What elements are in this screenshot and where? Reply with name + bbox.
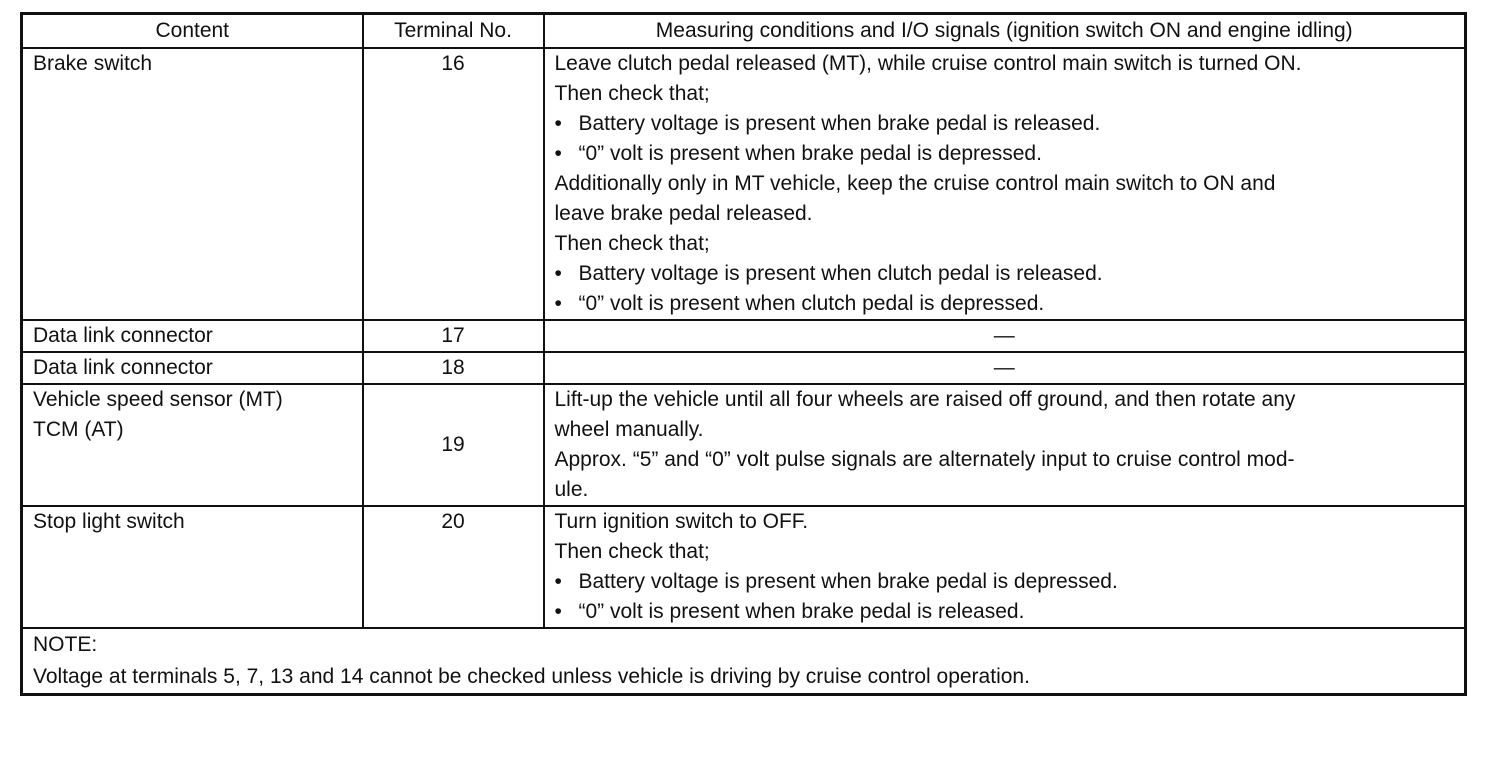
measuring-text: wheel manually. (554, 418, 704, 441)
measuring-text: Then check that; (554, 232, 710, 255)
bullet-item (555, 289, 1455, 319)
bullet-icon: • (554, 142, 562, 165)
measuring-text: leave brake pedal released. (554, 202, 813, 225)
terminal-cell: 18 (363, 352, 544, 384)
measuring-text: Additionally only in MT vehicle, keep the cruise control main switch to ON and (554, 172, 1276, 195)
note-row (22, 628, 1466, 695)
measuring-cell (544, 506, 1466, 628)
content-cell (22, 384, 363, 506)
bullet-icon: • (554, 262, 562, 285)
note-text: Voltage at terminals 5, 7, 13 and 14 cannot be checked unless vehicle is driving by cruise control operation. (33, 665, 1030, 688)
measuring-text: ule. (554, 478, 589, 501)
bullet-text: “0” volt is present when brake pedal is depressed. (578, 142, 1042, 165)
bullet-text: Battery voltage is present when brake pedal is depressed. (578, 570, 1118, 593)
measuring-text: Leave clutch pedal released (MT), while cruise control main switch is turned ON. (554, 52, 1302, 75)
bullet-text: Battery voltage is present when brake pedal is released. (578, 112, 1101, 135)
not-applicable-dash: — (993, 356, 1015, 379)
terminal-cell: 19 (363, 384, 544, 506)
table-row (22, 352, 1466, 384)
table-row (22, 506, 1466, 628)
content-text: TCM (AT) (33, 418, 124, 441)
measuring-cell (544, 352, 1466, 384)
header-content: Content (22, 14, 363, 49)
bullet-text: Battery voltage is present when clutch pedal is released. (578, 262, 1103, 285)
measuring-text: Approx. “5” and “0” volt pulse signals are alternately input to cruise control mod- (554, 448, 1295, 471)
terminal-cell: 16 (363, 48, 544, 320)
bullet-icon: • (554, 292, 562, 315)
content-text: Data link connector (33, 356, 213, 379)
content-cell (22, 320, 363, 352)
content-text: Stop light switch (33, 510, 185, 533)
bullet-item (555, 259, 1455, 289)
content-cell (22, 48, 363, 320)
spec-sheet (20, 12, 1467, 696)
content-text: Brake switch (33, 52, 153, 75)
bullet-item (555, 139, 1455, 169)
table-body (22, 48, 1466, 628)
bullet-item (555, 109, 1455, 139)
bullet-icon: • (554, 600, 562, 623)
bullet-icon: • (554, 570, 562, 593)
measuring-text: Then check that; (554, 82, 710, 105)
bullet-item (555, 567, 1455, 597)
measuring-text: Then check that; (554, 540, 710, 563)
not-applicable-dash: — (993, 324, 1015, 347)
table-row (22, 48, 1466, 320)
header-measuring-conditions: Measuring conditions and I/O signals (ignition switch ON and engine idling) (544, 14, 1466, 49)
content-cell (22, 352, 363, 384)
measuring-cell (544, 320, 1466, 352)
content-text: Vehicle speed sensor (MT) (33, 388, 283, 411)
measuring-text: Turn ignition switch to OFF. (554, 510, 809, 533)
bullet-item (555, 597, 1455, 627)
measuring-cell (544, 384, 1466, 506)
note-label: NOTE: (33, 633, 98, 656)
content-text: Data link connector (33, 324, 213, 347)
measuring-text: Lift-up the vehicle until all four wheels are raised off ground, and then rotate any (554, 388, 1296, 411)
terminal-cell: 20 (363, 506, 544, 628)
measuring-cell (544, 48, 1466, 320)
content-cell (22, 506, 363, 628)
table-header-row (22, 14, 1466, 49)
bullet-text: “0” volt is present when clutch pedal is depressed. (578, 292, 1045, 315)
note-cell (22, 628, 1466, 695)
bullet-icon: • (554, 112, 562, 135)
terminal-spec-table (20, 12, 1467, 696)
table-row (22, 320, 1466, 352)
table-row (22, 384, 1466, 506)
bullet-text: “0” volt is present when brake pedal is released. (578, 600, 1025, 623)
header-terminal-no: Terminal No. (363, 14, 544, 49)
terminal-cell: 17 (363, 320, 544, 352)
